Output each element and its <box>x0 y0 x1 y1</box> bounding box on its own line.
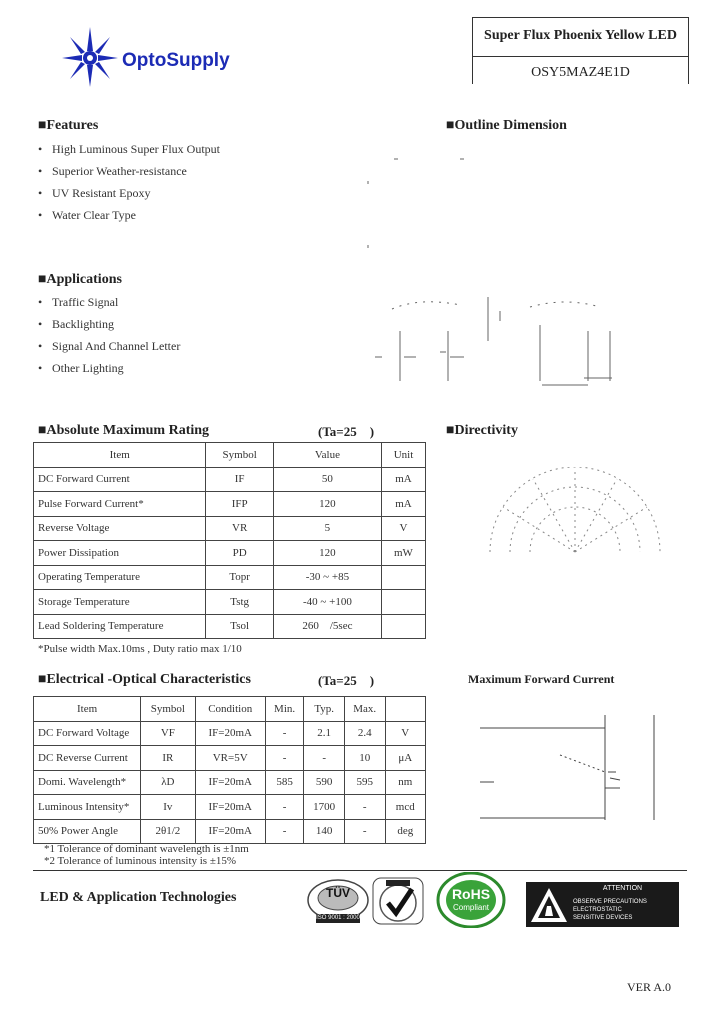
title-divider <box>473 56 688 57</box>
table-row: DC Forward Current IF 50 mA <box>34 467 426 492</box>
list-item: • Water Clear Type <box>38 208 136 222</box>
electro-condition: (Ta=25 ) <box>318 673 375 688</box>
abs-max-heading: ■Absolute Maximum Rating <box>38 423 210 438</box>
rohs-sub: Compliant <box>452 903 489 912</box>
abs-max-condition: (Ta=25 ) <box>318 424 375 439</box>
list-item: • UV Resistant Epoxy <box>38 186 151 200</box>
table-row: Operating Temperature Topr -30 ~ +85 <box>34 565 426 590</box>
electro-heading: ■Electrical -Optical Characteristics <box>38 672 251 687</box>
table-header: Item Symbol Value Unit <box>34 443 426 468</box>
table-row: Lead Soldering Temperature Tsol 260 /5sec <box>34 614 426 639</box>
rohs-badge <box>436 872 506 928</box>
electro-note-2: *2 Tolerance of luminous intensity is ±15% <box>44 855 237 867</box>
table-header: Item Symbol Condition Min. Typ. Max. <box>34 697 426 722</box>
applications-heading: ■Applications <box>38 272 122 287</box>
table-row: Luminous Intensity* Iv IF=20mA - 1700 - mcd <box>34 795 426 820</box>
list-item: • Traffic Signal <box>38 295 119 309</box>
title-box <box>472 17 689 84</box>
list-item: • Signal And Channel Letter <box>38 339 181 353</box>
applications-list <box>38 295 180 383</box>
directivity-heading: ■Directivity <box>446 423 518 438</box>
tuv-text: TÜV <box>326 886 350 900</box>
rohs-text: RoHS <box>451 886 491 902</box>
electro-table <box>33 696 426 844</box>
footer-divider <box>33 870 687 871</box>
tuv-certificate-logo <box>306 878 370 924</box>
footer-company: LED & Application Technologies <box>40 890 237 905</box>
table-row: Power Dissipation PD 120 mW <box>34 541 426 566</box>
part-number: OSY5MAZ4E1D <box>531 65 630 80</box>
table-row: Reverse Voltage VR 5 V <box>34 516 426 541</box>
table-row: 50% Power Angle 2θ1/2 IF=20mA - 140 - deg <box>34 819 426 844</box>
version-label: VER A.0 <box>627 980 672 994</box>
table-row: Storage Temperature Tstg -40 ~ +100 <box>34 590 426 615</box>
list-item: • Backlighting <box>38 317 114 331</box>
esd-warning-icon <box>529 886 569 924</box>
outline-drawing <box>360 145 630 395</box>
optosupply-logo-icon <box>60 25 120 95</box>
table-row: Domi. Wavelength* λD IF=20mA 585 590 595 nm <box>34 770 426 795</box>
iso-text: ISO 9001 : 2000 <box>316 915 360 921</box>
esd-attention-label <box>526 882 679 927</box>
list-item: • Superior Weather-resistance <box>38 164 187 178</box>
attention-line-1: OBSERVE PRECAUTIONS <box>573 899 647 905</box>
attention-line-3: SENSITIVE DEVICES <box>573 915 633 921</box>
features-list <box>38 142 220 230</box>
list-item: • High Luminous Super Flux Output <box>38 142 221 156</box>
max-current-heading: Maximum Forward Current <box>468 672 615 686</box>
table-row: DC Reverse Current IR VR=5V - - 10 μA <box>34 746 426 771</box>
directivity-chart <box>485 467 665 557</box>
features-heading: ■Features <box>38 118 99 133</box>
table-row: Pulse Forward Current* IFP 120 mA <box>34 492 426 517</box>
company-name: OptoSupply <box>122 50 230 71</box>
attention-title: ATTENTION <box>602 885 643 892</box>
outline-heading: ■Outline Dimension <box>446 118 567 133</box>
attention-line-2: ELECTROSTATIC <box>573 907 622 913</box>
certified-check-icon <box>372 877 424 925</box>
product-title: Super Flux Phoenix Yellow LED <box>484 28 677 43</box>
list-item: • Other Lighting <box>38 361 124 375</box>
abs-max-note: *Pulse width Max.10ms , Duty ratio max 1/10 <box>38 643 242 655</box>
table-row: DC Forward Voltage VF IF=20mA - 2.1 2.4 V <box>34 721 426 746</box>
max-current-chart <box>470 710 670 830</box>
logo <box>60 25 275 95</box>
electro-note-1: *1 Tolerance of dominant wavelength is ±1nm <box>44 843 249 855</box>
abs-max-table <box>33 442 426 639</box>
